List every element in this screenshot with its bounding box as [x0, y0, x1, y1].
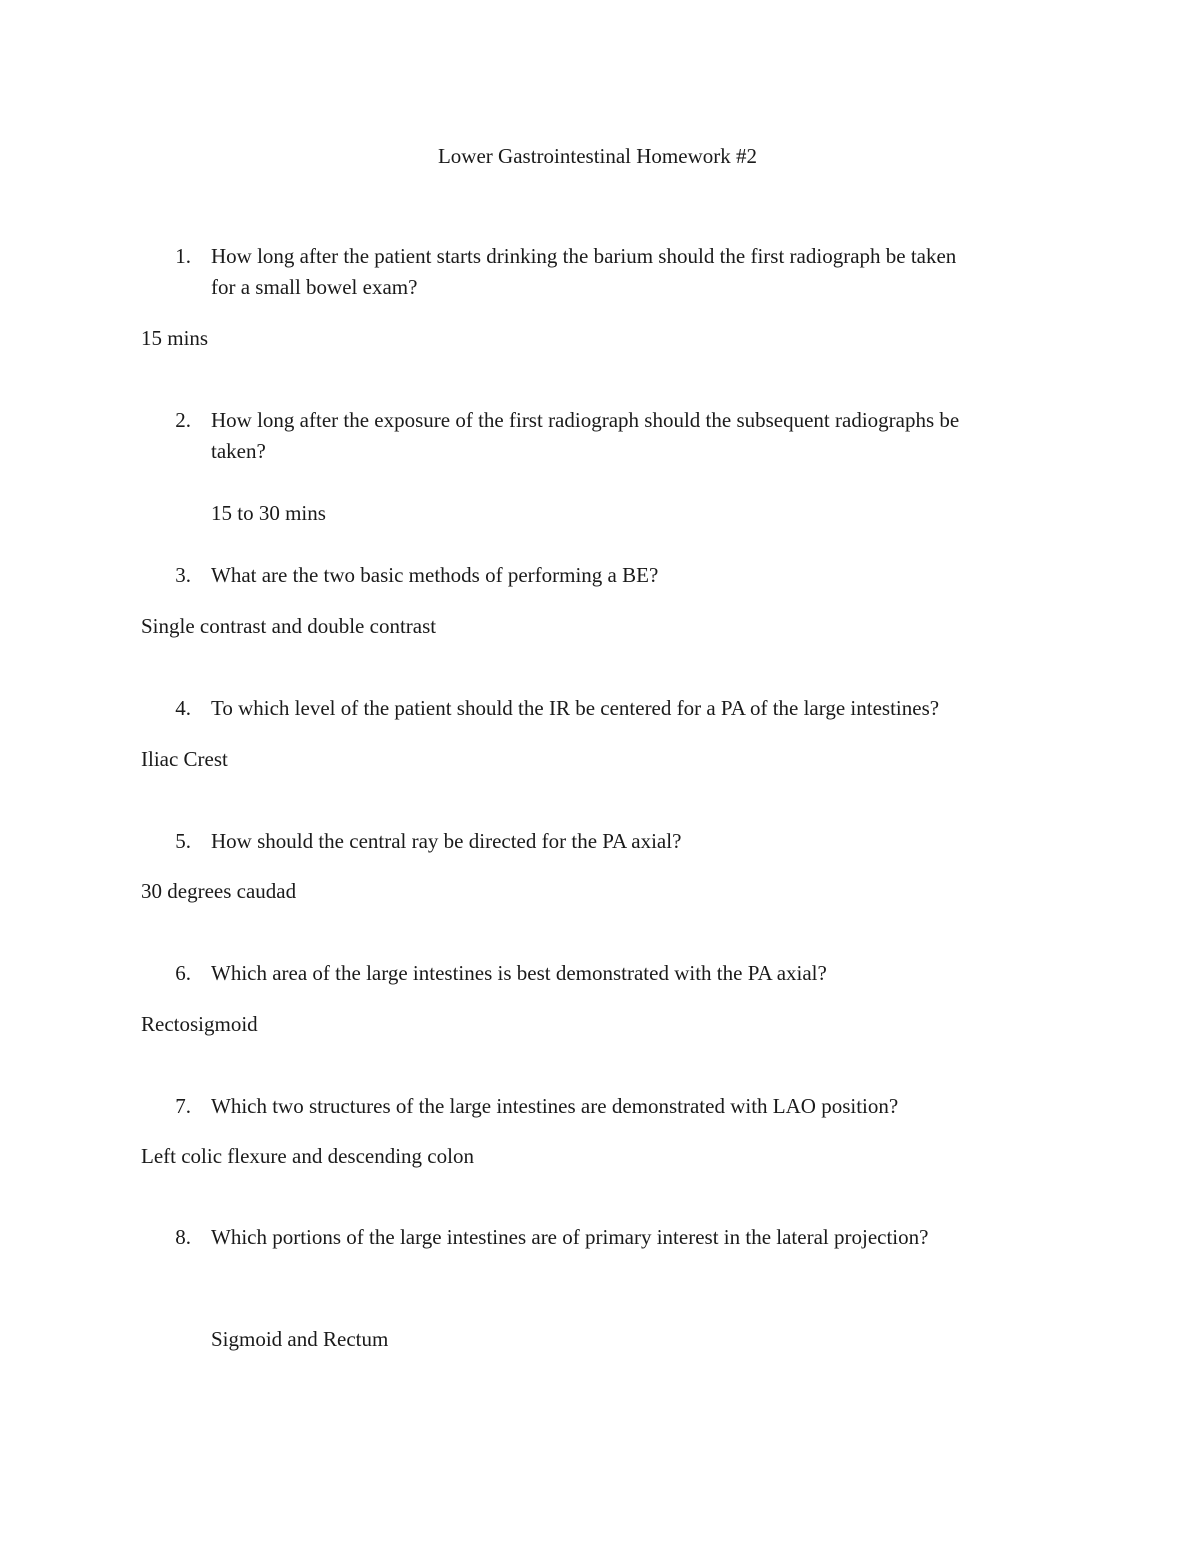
question-3-answer: Single contrast and double contrast: [141, 614, 437, 638]
question-5-number: 5.: [175, 829, 191, 853]
question-1-number: 1.: [175, 244, 191, 268]
question-2-text-line-2: taken?: [211, 439, 266, 463]
question-3-number: 3.: [175, 563, 191, 587]
question-4-text-line-1: To which level of the patient should the IR be centered for a PA of the large intestines?: [211, 696, 940, 720]
question-8-number: 8.: [175, 1225, 191, 1249]
question-4-answer: Iliac Crest: [141, 747, 228, 771]
question-3-text-line-1: What are the two basic methods of performing a BE?: [211, 563, 659, 587]
question-8-text-line-1: Which portions of the large intestines are of primary interest in the lateral projection?: [211, 1225, 929, 1249]
question-8-answer: Sigmoid and Rectum: [211, 1327, 389, 1351]
question-6-number: 6.: [175, 961, 191, 985]
question-5-answer: 30 degrees caudad: [141, 879, 297, 903]
question-7-number: 7.: [175, 1094, 191, 1118]
question-1-text-line-2: for a small bowel exam?: [211, 275, 418, 299]
document-title: Lower Gastrointestinal Homework #2: [437, 144, 757, 168]
question-2-answer: 15 to 30 mins: [211, 501, 326, 525]
question-6-text-line-1: Which area of the large intestines is best demonstrated with the PA axial?: [211, 961, 827, 985]
question-6-answer: Rectosigmoid: [141, 1012, 258, 1036]
question-7-answer: Left colic flexure and descending colon: [141, 1144, 474, 1168]
question-2-text-line-1: How long after the exposure of the first radiograph should the subsequent radiographs be: [211, 408, 960, 432]
question-5-text-line-1: How should the central ray be directed for the PA axial?: [211, 829, 682, 853]
question-1-text-line-1: How long after the patient starts drinking the barium should the first radiograph be taken: [211, 244, 957, 268]
question-1-answer: 15 mins: [141, 326, 209, 350]
question-2-number: 2.: [175, 408, 191, 432]
question-7-text-line-1: Which two structures of the large intestines are demonstrated with LAO position?: [211, 1094, 899, 1118]
question-4-number: 4.: [175, 696, 191, 720]
